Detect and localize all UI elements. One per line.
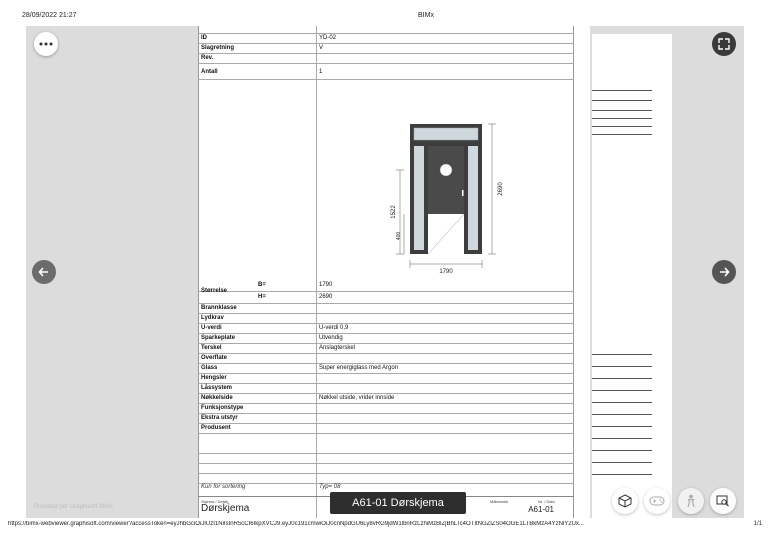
row-key: Antall [201, 69, 218, 75]
sort-value: Typ= 08 [319, 484, 341, 490]
row-key: Overflate [201, 355, 228, 361]
print-page-count: 1/1 [753, 521, 762, 527]
row-key: Brannklasse [201, 305, 237, 311]
table-row [198, 364, 574, 374]
row-key: Nøkkelside [201, 395, 233, 401]
table-row [198, 34, 574, 44]
row-key: Rev. [201, 55, 214, 61]
sheet-search-button[interactable] [710, 488, 736, 514]
title-block-name: Dørskjema [201, 503, 250, 514]
row-key: Terskel [201, 345, 222, 351]
dim-height: 2690 [498, 182, 504, 196]
row-key: Produsent [201, 425, 231, 431]
title-block-label: Nr. / Dato [538, 499, 555, 504]
more-dots-icon [39, 42, 53, 46]
next-sheet-button[interactable] [712, 260, 736, 284]
row-value: 1 [319, 69, 323, 75]
door-elevation-drawing [316, 80, 573, 280]
table-row [198, 424, 574, 434]
sort-label: Kun for sortering [201, 484, 246, 490]
row-key: Sparkeplate [201, 335, 236, 341]
table-row [198, 54, 574, 64]
door-frame [410, 124, 482, 254]
row-value: U-verdi 0,9 [319, 325, 349, 331]
row-key: Lydkrav [201, 315, 224, 321]
table-row [198, 454, 574, 464]
size-h-value: 2690 [319, 294, 333, 300]
table-row [198, 314, 574, 324]
print-footer [0, 521, 768, 533]
table-row [198, 444, 574, 454]
row-value: Utvendig [319, 335, 343, 341]
table-row [198, 464, 574, 474]
person-icon [685, 494, 697, 508]
walk-mode-button[interactable] [678, 488, 704, 514]
table-row [198, 394, 574, 404]
row-key: Låssystem [201, 385, 233, 391]
3d-view-button[interactable] [612, 488, 638, 514]
title-block-label: Skjema / Detalj [201, 499, 228, 504]
table-row [198, 334, 574, 344]
size-b-label: B= [258, 282, 266, 288]
table-row [198, 384, 574, 394]
row-key: U-verdi [201, 325, 222, 331]
gamepad-button[interactable] [644, 488, 670, 514]
print-header [0, 12, 768, 24]
row-key: Ekstra utstyr [201, 415, 238, 421]
table-row [198, 44, 574, 54]
row-key: Funksjonstype [201, 405, 244, 411]
row-value: Anslagterskel [319, 345, 356, 351]
table-row [198, 288, 574, 304]
table-row [198, 64, 574, 80]
size-b-value: 1790 [319, 282, 333, 288]
table-row [198, 344, 574, 354]
sheet-zoom-icon [716, 495, 730, 507]
table-row [198, 26, 574, 34]
table-row [198, 414, 574, 424]
door-schedule-sheet [198, 26, 590, 518]
dim-inner-height: 1522 [391, 205, 397, 219]
title-block-label: Målestokk [490, 499, 509, 504]
row-key: Glass [201, 365, 218, 371]
size-label: Størrelse [201, 288, 228, 294]
previous-sheet-button[interactable] [32, 260, 56, 284]
expand-icon [718, 38, 730, 50]
row-value: YD-02 [319, 35, 337, 41]
table-row [198, 324, 574, 334]
table-row [198, 280, 574, 292]
table-row [198, 474, 574, 484]
fullscreen-button[interactable] [712, 32, 736, 56]
print-date: 28/09/2022 21:27 [22, 12, 77, 19]
size-h-label: H= [258, 294, 266, 300]
cube-icon [618, 494, 632, 508]
bimx-viewer[interactable] [26, 26, 744, 518]
dim-width: 1790 [439, 269, 453, 275]
print-url: https://bimx-webviewer.graphisoft.com/viewer?accessToken=eyJhbGciOiJIUzI1NiIsInR5cCI6IkpXVCJ9.eyJ0c191cmwiOiJ0cnNpdGU6Ly8vRG9jdW1lbnRzLzhiMzBlZjBhLTc4OTItNGZlZS04OGE1LTBkMzA4YzNlY2Ux... [8, 521, 584, 527]
arrow-left-icon [38, 266, 50, 278]
more-options-button[interactable] [34, 32, 58, 56]
row-key: ID [201, 35, 207, 41]
row-key: Hengsler [201, 375, 227, 381]
dim-sill: 400 [396, 231, 402, 241]
row-value: Super energiglass med Argon [319, 365, 399, 371]
print-title: BIMx [418, 12, 434, 19]
row-value: V [319, 45, 324, 51]
gamepad-icon [649, 495, 665, 507]
table-row [198, 404, 574, 414]
table-row [198, 304, 574, 314]
row-key: Slagretning [201, 45, 235, 51]
title-block-code: A61-01 [528, 505, 554, 514]
adjacent-sheet [592, 34, 672, 518]
viewer-watermark: Provided per Graphisoft BIMx [34, 504, 113, 510]
table-row [198, 354, 574, 364]
sheet-tooltip: A61-01 Dørskjema [330, 492, 466, 514]
table-row [198, 374, 574, 384]
arrow-right-icon [718, 266, 730, 278]
row-value: Nøkkel utside, vrider innside [319, 395, 395, 401]
